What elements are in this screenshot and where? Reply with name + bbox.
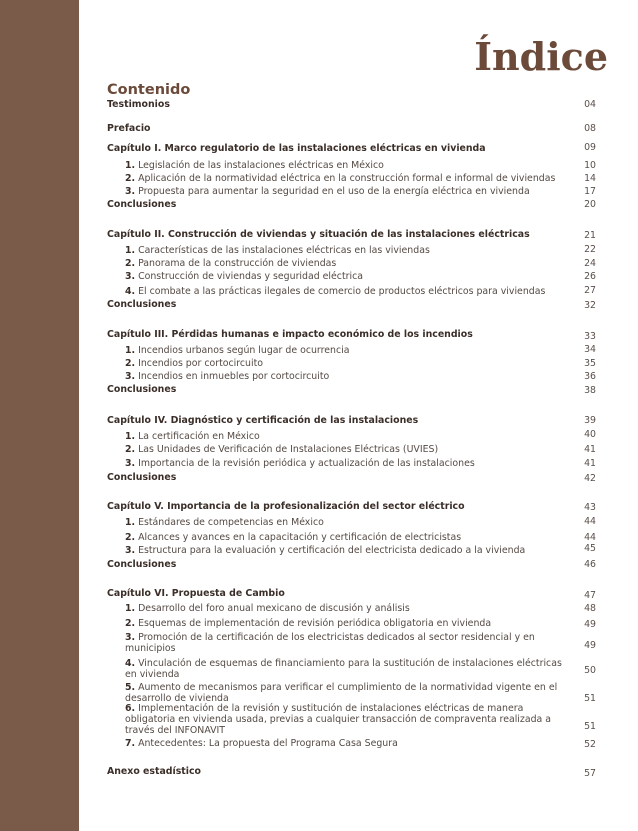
toc-entry-number: 3. <box>125 271 136 282</box>
toc-entry[interactable] <box>107 199 595 210</box>
toc-entry-number: 1. <box>125 160 136 171</box>
toc-entry-label: Aumento de mecanismos para verificar el cumplimiento de la normatividad vigente en el desarrollo de vivienda <box>125 682 558 704</box>
toc-entry-label: La certificación en México <box>138 431 260 442</box>
toc-entry[interactable] <box>107 415 595 426</box>
toc-page-number: 24 <box>584 258 596 269</box>
toc-entry-label: Capítulo V. Importancia de la profesionalización del sector eléctrico <box>107 501 465 512</box>
toc-entry-number: 3. <box>125 458 136 469</box>
toc-entry-number: 7. <box>125 738 136 749</box>
toc-page-number: 22 <box>584 244 596 255</box>
toc-entry-label: Capítulo III. Pérdidas humanas e impacto económico de los incendios <box>107 329 473 340</box>
toc-subentry[interactable] <box>125 173 565 184</box>
toc-entry-number: 3. <box>125 545 136 556</box>
toc-entry-number: 4. <box>125 658 136 669</box>
toc-subentry[interactable] <box>125 532 565 543</box>
toc-entry-label: Características de las instalaciones eléctricas en las viviendas <box>138 245 430 256</box>
toc-subentry[interactable] <box>125 444 565 455</box>
toc-entry-number: 2. <box>125 358 136 369</box>
toc-entry[interactable] <box>107 559 595 570</box>
toc-entry-label: Conclusiones <box>107 559 177 570</box>
toc-entry[interactable] <box>107 766 595 777</box>
toc-subentry[interactable] <box>125 258 565 269</box>
toc-entry-label: Incendios urbanos según lugar de ocurrencia <box>138 345 350 356</box>
toc-entry[interactable] <box>107 501 595 512</box>
toc-page-number: 17 <box>584 186 596 197</box>
toc-subentry[interactable] <box>125 632 565 654</box>
toc-subentry[interactable] <box>125 431 565 442</box>
toc-entry-label: Antecedentes: La propuesta del Programa Casa Segura <box>138 738 398 749</box>
toc-subentry[interactable] <box>125 517 565 528</box>
toc-entry-number: 5. <box>125 682 136 693</box>
toc-page-number: 10 <box>584 160 596 171</box>
toc-subentry[interactable] <box>125 703 565 736</box>
toc-entry-label: Importancia de la revisión periódica y actualización de las instalaciones <box>138 458 475 469</box>
toc-entry-label: Conclusiones <box>107 472 177 483</box>
toc-entry-number: 1. <box>125 603 136 614</box>
toc-entry-label: Conclusiones <box>107 199 177 210</box>
toc-subentry[interactable] <box>125 186 565 197</box>
toc-entry[interactable] <box>107 384 595 395</box>
toc-entry-label: Prefacio <box>107 123 151 134</box>
toc-entry-label: Capítulo IV. Diagnóstico y certificación de las instalaciones <box>107 415 419 426</box>
toc-subentry[interactable] <box>125 271 565 282</box>
toc-entry-number: 2. <box>125 173 136 184</box>
toc-entry-label: Testimonios <box>107 99 170 110</box>
toc-page-number: 20 <box>584 199 596 210</box>
toc-page-number: 36 <box>584 371 596 382</box>
toc-subentry[interactable] <box>125 545 565 556</box>
toc-subentry[interactable] <box>125 682 565 704</box>
toc-entry-label: Aplicación de la normatividad eléctrica en la construcción formal e informal de viviendas <box>138 173 556 184</box>
toc-entry-label: Vinculación de esquemas de financiamiento para la sustitución de instalaciones eléctricas en vivienda <box>125 658 562 680</box>
toc-page-number: 41 <box>584 444 596 455</box>
toc-page-number: 35 <box>584 358 596 369</box>
toc-subentry[interactable] <box>125 286 565 297</box>
toc-subentry[interactable] <box>125 458 565 469</box>
toc-page-number: 04 <box>584 99 596 110</box>
toc-entry-label: Estándares de competencias en México <box>138 517 324 528</box>
toc-entry-number: 1. <box>125 517 136 528</box>
toc-page-number: 52 <box>584 739 596 750</box>
toc-entry-label: Conclusiones <box>107 299 177 310</box>
toc-subentry[interactable] <box>125 738 565 749</box>
toc-page-number: 47 <box>584 590 596 601</box>
toc-page-number: 34 <box>584 344 596 355</box>
toc-entry-number: 2. <box>125 618 136 629</box>
toc-page-number: 26 <box>584 271 596 282</box>
toc-entry[interactable] <box>107 329 595 340</box>
toc-page-number: 45 <box>584 543 596 554</box>
toc-subentry[interactable] <box>125 658 565 680</box>
toc-entry-label: Esquemas de implementación de revisión periódica obligatoria en vivienda <box>138 618 492 629</box>
toc-entry-number: 1. <box>125 245 136 256</box>
toc-entry-number: 3. <box>125 186 136 197</box>
toc-entry-label: Incendios por cortocircuito <box>138 358 264 369</box>
toc-entry-label: Construcción de viviendas y seguridad eléctrica <box>138 271 363 282</box>
toc-entry-label: Desarrollo del foro anual mexicano de discusión y análisis <box>138 603 410 614</box>
toc-entry-label: El combate a las prácticas ilegales de comercio de productos eléctricos para viviendas <box>138 286 546 297</box>
page-title: Índice <box>474 34 608 79</box>
toc-entry-number: 3. <box>125 371 136 382</box>
toc-entry-label: Conclusiones <box>107 384 177 395</box>
toc-entry-label: Capítulo VI. Propuesta de Cambio <box>107 588 285 599</box>
toc-entry-label: Capítulo I. Marco regulatorio de las instalaciones eléctricas en vivienda <box>107 143 486 154</box>
toc-entry-number: 4. <box>125 286 136 297</box>
contents-heading: Contenido <box>107 82 191 98</box>
toc-page-number: 14 <box>584 173 596 184</box>
toc-subentry[interactable] <box>125 160 565 171</box>
toc-subentry[interactable] <box>125 618 565 629</box>
toc-page-number: 33 <box>584 331 596 342</box>
toc-page-number: 08 <box>584 123 596 134</box>
toc-entry[interactable] <box>107 588 595 599</box>
toc-entry[interactable] <box>107 299 595 310</box>
toc-entry[interactable] <box>107 99 595 110</box>
toc-page-number: 49 <box>584 619 596 630</box>
toc-page-number: 38 <box>584 385 596 396</box>
toc-page-number: 44 <box>584 516 596 527</box>
toc-page-number: 40 <box>584 429 596 440</box>
toc-page-number: 49 <box>584 640 596 651</box>
toc-page-number: 41 <box>584 458 596 469</box>
toc-entry-label: Promoción de la certificación de los electricistas dedicados al sector residencial y en municipios <box>125 632 535 654</box>
toc-subentry[interactable] <box>125 245 565 256</box>
toc-entry-label: Implementación de la revisión y sustitución de instalaciones eléctricas de manera obligatoria en vivienda usada, previas a cualquier transacción de compraventa realizada a través del INFONAVIT <box>125 703 551 736</box>
toc-page-number: 51 <box>584 693 596 704</box>
toc-subentry[interactable] <box>125 603 565 614</box>
toc-subentry[interactable] <box>125 345 565 356</box>
toc-page-number: 39 <box>584 415 596 426</box>
toc-entry-number: 1. <box>125 345 136 356</box>
toc-subentry[interactable] <box>125 371 565 382</box>
toc-entry-label: Capítulo II. Construcción de viviendas y situación de las instalaciones eléctricas <box>107 229 530 240</box>
toc-entry-number: 2. <box>125 532 136 543</box>
toc-entry-label: Estructura para la evaluación y certificación del electricista dedicado a la vivienda <box>138 545 526 556</box>
toc-entry[interactable] <box>107 143 595 154</box>
toc-entry-number: 3. <box>125 632 136 643</box>
toc-page-number: 57 <box>584 768 596 779</box>
toc-entry-label: Incendios en inmuebles por cortocircuito <box>138 371 330 382</box>
toc-entry-label: Las Unidades de Verificación de Instalaciones Eléctricas (UVIES) <box>138 444 439 455</box>
toc-entry-number: 2. <box>125 444 136 455</box>
toc-entry-label: Legislación de las instalaciones eléctricas en México <box>138 160 384 171</box>
toc-entry-number: 6. <box>125 703 136 714</box>
toc-page-number: 43 <box>584 502 596 513</box>
toc-page-number: 32 <box>584 300 596 311</box>
toc-page-number: 42 <box>584 473 596 484</box>
toc-page-number: 44 <box>584 532 596 543</box>
toc-entry-number: 1. <box>125 431 136 442</box>
toc-entry-number: 2. <box>125 258 136 269</box>
toc-entry-label: Propuesta para aumentar la seguridad en el uso de la energía eléctrica en vivienda <box>138 186 530 197</box>
toc-page-number: 51 <box>584 721 596 732</box>
toc-subentry[interactable] <box>125 358 565 369</box>
toc-entry[interactable] <box>107 123 595 134</box>
toc-page-number: 27 <box>584 285 596 296</box>
toc-entry-label: Panorama de la construcción de viviendas <box>138 258 337 269</box>
toc-page-number: 50 <box>584 665 596 676</box>
toc-page-number: 21 <box>584 230 596 241</box>
toc-entry[interactable] <box>107 229 595 240</box>
toc-entry-label: Alcances y avances en la capacitación y certificación de electricistas <box>138 532 462 543</box>
toc-page-number: 09 <box>584 142 596 153</box>
toc-entry-label: Anexo estadístico <box>107 766 201 777</box>
toc-page-number: 46 <box>584 559 596 570</box>
toc-entry[interactable] <box>107 472 595 483</box>
toc-page-number: 48 <box>584 603 596 614</box>
